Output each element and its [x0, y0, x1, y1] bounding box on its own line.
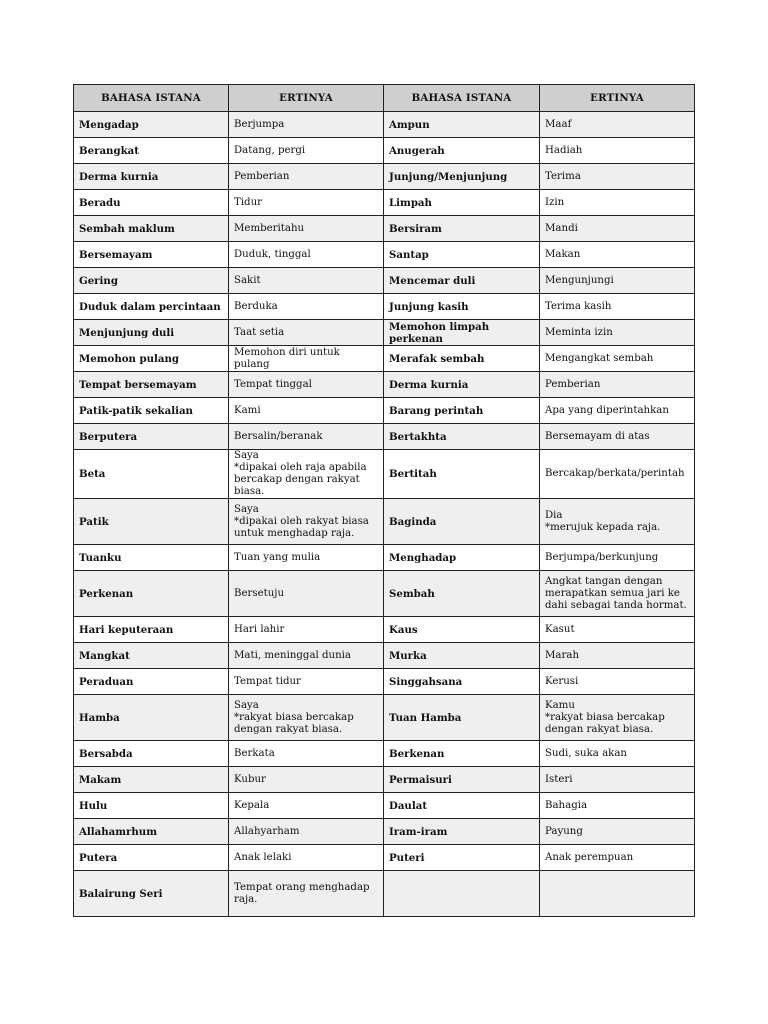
meaning-cell-left: Tuan yang mulia: [229, 545, 384, 571]
meaning-cell-left: Saya *dipakai oleh rakyat biasa untuk menghadap raja.: [229, 499, 384, 545]
meaning-cell-right: Berjumpa/berkunjung: [540, 545, 695, 571]
term-cell-right: Memohon limpah perkenan: [384, 320, 540, 346]
meaning-cell-left: Saya *rakyat biasa bercakap dengan rakyat biasa.: [229, 695, 384, 741]
table-row: [74, 242, 695, 268]
meaning-cell-left: Mati, meninggal dunia: [229, 643, 384, 669]
term-cell-right: Bertakhta: [384, 424, 540, 450]
meaning-cell-left: Sakit: [229, 268, 384, 294]
term-cell-left: Peraduan: [74, 669, 229, 695]
term-cell-left: Derma kurnia: [74, 164, 229, 190]
meaning-cell-right: Payung: [540, 819, 695, 845]
meaning-cell-right: Hadiah: [540, 138, 695, 164]
meaning-cell-right: Terima kasih: [540, 294, 695, 320]
meaning-cell-left: Kubur: [229, 767, 384, 793]
term-cell-left: Perkenan: [74, 571, 229, 617]
term-cell-left: Putera: [74, 845, 229, 871]
meaning-cell-left: Pemberian: [229, 164, 384, 190]
term-cell-left: Hari keputeraan: [74, 617, 229, 643]
term-cell-right: Anugerah: [384, 138, 540, 164]
table-row: [74, 294, 695, 320]
term-cell-right: Iram-iram: [384, 819, 540, 845]
royal-language-table: [73, 84, 695, 917]
meaning-cell-left: Allahyarham: [229, 819, 384, 845]
term-cell-left: Hulu: [74, 793, 229, 819]
term-cell-right: Bersiram: [384, 216, 540, 242]
meaning-cell-right: Mengunjungi: [540, 268, 695, 294]
table-row: [74, 871, 695, 917]
term-cell-left: Duduk dalam percintaan: [74, 294, 229, 320]
term-cell-right: Tuan Hamba: [384, 695, 540, 741]
table-row: [74, 643, 695, 669]
term-cell-left: Beta: [74, 450, 229, 499]
term-cell-right: Daulat: [384, 793, 540, 819]
term-cell-right: Limpah: [384, 190, 540, 216]
meaning-cell-left: Tempat orang menghadap raja.: [229, 871, 384, 917]
meaning-cell-right: Makan: [540, 242, 695, 268]
term-cell-left: Beradu: [74, 190, 229, 216]
meaning-cell-right: Meminta izin: [540, 320, 695, 346]
term-cell-right: Puteri: [384, 845, 540, 871]
meaning-cell-right: Marah: [540, 643, 695, 669]
table-row: [74, 695, 695, 741]
meaning-cell-right: Bahagia: [540, 793, 695, 819]
header-bahasa-istana-2: BAHASA ISTANA: [384, 85, 540, 112]
meaning-cell-left: Kami: [229, 398, 384, 424]
header-bahasa-istana-1: BAHASA ISTANA: [74, 85, 229, 112]
term-cell-right: Permaisuri: [384, 767, 540, 793]
meaning-cell-left: Anak lelaki: [229, 845, 384, 871]
term-cell-right: Bertitah: [384, 450, 540, 499]
table-row: [74, 450, 695, 499]
term-cell-left: Mengadap: [74, 112, 229, 138]
table-row: [74, 268, 695, 294]
meaning-cell-right: Pemberian: [540, 372, 695, 398]
term-cell-right: Mencemar duli: [384, 268, 540, 294]
meaning-cell-right: Terima: [540, 164, 695, 190]
term-cell-right: Sembah: [384, 571, 540, 617]
term-cell-right: Santap: [384, 242, 540, 268]
term-cell-right: Derma kurnia: [384, 372, 540, 398]
term-cell-left: Menjunjung duli: [74, 320, 229, 346]
term-cell-left: Tempat bersemayam: [74, 372, 229, 398]
meaning-cell-right: Mengangkat sembah: [540, 346, 695, 372]
table-row: [74, 164, 695, 190]
table-row: [74, 320, 695, 346]
table-row: [74, 741, 695, 767]
table-row: [74, 138, 695, 164]
table-row: [74, 793, 695, 819]
meaning-cell-left: Berduka: [229, 294, 384, 320]
term-cell-right: Kaus: [384, 617, 540, 643]
meaning-cell-right: Bersemayam di atas: [540, 424, 695, 450]
meaning-cell-left: Taat setia: [229, 320, 384, 346]
term-cell-right: Baginda: [384, 499, 540, 545]
table-row: [74, 346, 695, 372]
meaning-cell-right: Anak perempuan: [540, 845, 695, 871]
table-row: [74, 190, 695, 216]
term-cell-left: Patik-patik sekalian: [74, 398, 229, 424]
term-cell-left: Hamba: [74, 695, 229, 741]
term-cell-left: Makam: [74, 767, 229, 793]
table-row: [74, 424, 695, 450]
meaning-cell-right: Maaf: [540, 112, 695, 138]
term-cell-left: Berputera: [74, 424, 229, 450]
term-cell-right: Ampun: [384, 112, 540, 138]
term-cell-right: Murka: [384, 643, 540, 669]
term-cell-left: Memohon pulang: [74, 346, 229, 372]
meaning-cell-left: Duduk, tinggal: [229, 242, 384, 268]
header-ertinya-2: ERTINYA: [540, 85, 695, 112]
meaning-cell-left: Tempat tidur: [229, 669, 384, 695]
table-row: [74, 112, 695, 138]
term-cell-left: Patik: [74, 499, 229, 545]
term-cell-right: Singgahsana: [384, 669, 540, 695]
meaning-cell-right: Sudi, suka akan: [540, 741, 695, 767]
table-row: [74, 845, 695, 871]
meaning-cell-right: Kerusi: [540, 669, 695, 695]
meaning-cell-left: Berkata: [229, 741, 384, 767]
meaning-cell-right: Kamu *rakyat biasa bercakap dengan rakyat biasa.: [540, 695, 695, 741]
term-cell-left: Berangkat: [74, 138, 229, 164]
term-cell-right: Merafak sembah: [384, 346, 540, 372]
meaning-cell-right: Kasut: [540, 617, 695, 643]
meaning-cell-right: [540, 871, 695, 917]
table-row: [74, 545, 695, 571]
table-row: [74, 767, 695, 793]
table-row: [74, 571, 695, 617]
meaning-cell-left: Saya *dipakai oleh raja apabila bercakap dengan rakyat biasa.: [229, 450, 384, 499]
table-row: [74, 398, 695, 424]
table-row: [74, 372, 695, 398]
table-row: [74, 819, 695, 845]
term-cell-right: Barang perintah: [384, 398, 540, 424]
meaning-cell-right: Isteri: [540, 767, 695, 793]
meaning-cell-right: Izin: [540, 190, 695, 216]
table-row: [74, 669, 695, 695]
term-cell-left: Mangkat: [74, 643, 229, 669]
term-cell-left: Gering: [74, 268, 229, 294]
term-cell-left: Balairung Seri: [74, 871, 229, 917]
meaning-cell-left: Kepala: [229, 793, 384, 819]
meaning-cell-right: Bercakap/berkata/perintah: [540, 450, 695, 499]
term-cell-right: Junjung/Menjunjung: [384, 164, 540, 190]
term-cell-left: Tuanku: [74, 545, 229, 571]
meaning-cell-left: Bersetuju: [229, 571, 384, 617]
meaning-cell-right: Dia *merujuk kepada raja.: [540, 499, 695, 545]
term-cell-left: Sembah maklum: [74, 216, 229, 242]
meaning-cell-left: Hari lahir: [229, 617, 384, 643]
meaning-cell-left: Memohon diri untuk pulang: [229, 346, 384, 372]
table-row: [74, 216, 695, 242]
term-cell-right: [384, 871, 540, 917]
term-cell-left: Bersemayam: [74, 242, 229, 268]
term-cell-right: Berkenan: [384, 741, 540, 767]
meaning-cell-right: Apa yang diperintahkan: [540, 398, 695, 424]
meaning-cell-left: Memberitahu: [229, 216, 384, 242]
table-body: [74, 112, 695, 917]
meaning-cell-right: Angkat tangan dengan merapatkan semua jari ke dahi sebagai tanda hormat.: [540, 571, 695, 617]
header-ertinya-1: ERTINYA: [229, 85, 384, 112]
table-row: [74, 499, 695, 545]
term-cell-right: Junjung kasih: [384, 294, 540, 320]
term-cell-left: Allahamrhum: [74, 819, 229, 845]
meaning-cell-right: Mandi: [540, 216, 695, 242]
table-header-row: [74, 85, 695, 112]
meaning-cell-left: Tempat tinggal: [229, 372, 384, 398]
meaning-cell-left: Bersalin/beranak: [229, 424, 384, 450]
term-cell-right: Menghadap: [384, 545, 540, 571]
meaning-cell-left: Berjumpa: [229, 112, 384, 138]
meaning-cell-left: Datang, pergi: [229, 138, 384, 164]
term-cell-left: Bersabda: [74, 741, 229, 767]
meaning-cell-left: Tidur: [229, 190, 384, 216]
table-row: [74, 617, 695, 643]
